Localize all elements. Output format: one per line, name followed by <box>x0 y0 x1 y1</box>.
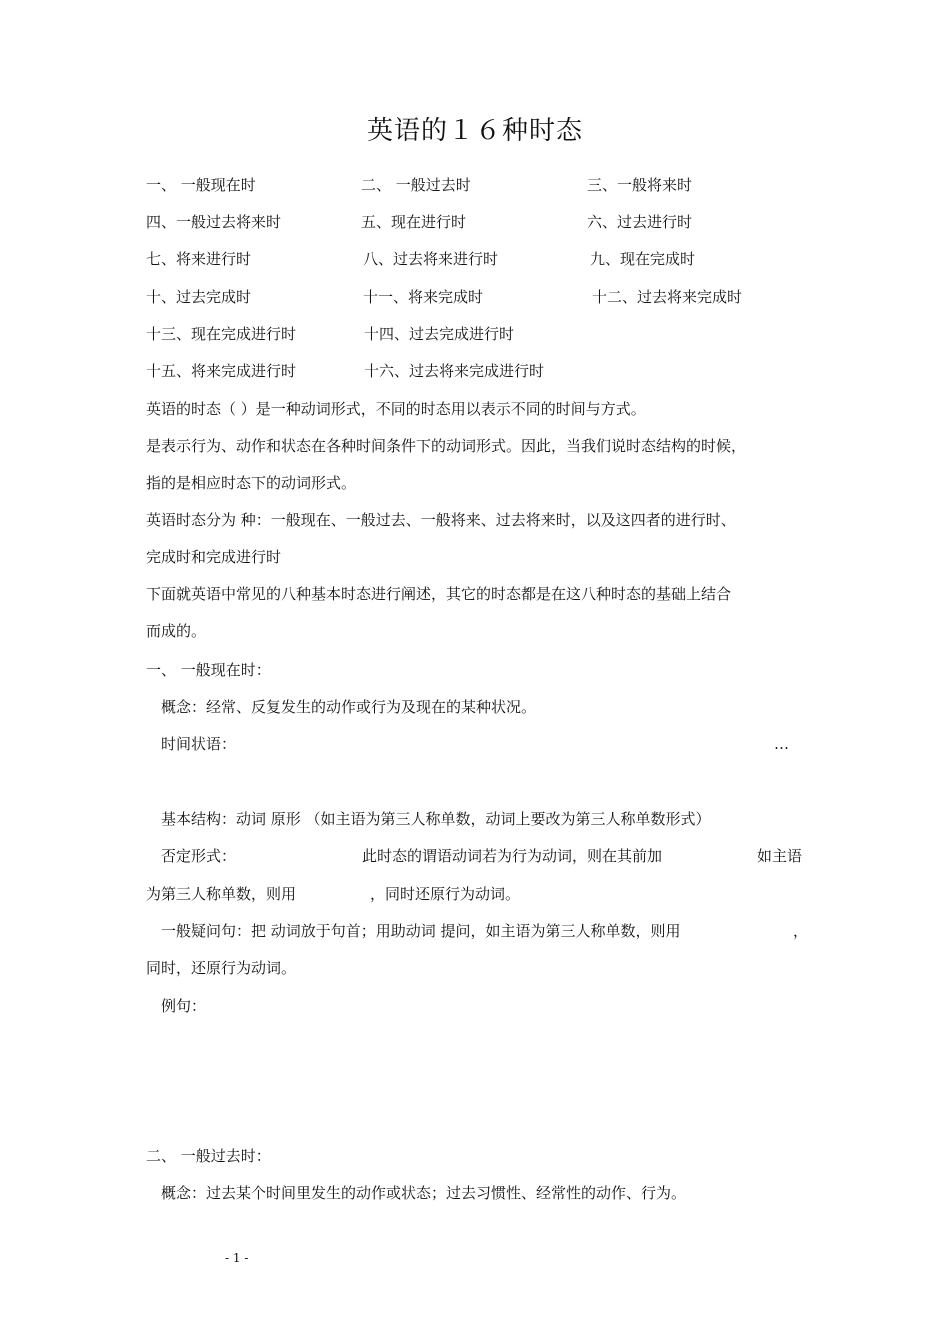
intro-paragraph: 是表示行为、动作和状态在各种时间条件下的动词形式。因此，当我们说时态结构的时候， <box>146 437 747 455</box>
tense-item: 十一、将来完成时 <box>363 288 484 306</box>
concept-text: 概念：过去某个时间里发生的动作或状态；过去习惯性、经常性的动作、行为。 <box>161 1184 687 1202</box>
negative-label: 否定形式： <box>161 847 237 865</box>
tense-item: 十三、现在完成进行时 <box>146 325 297 343</box>
tense-item: 十四、过去完成进行时 <box>364 325 515 343</box>
negative-text: 为第三人称单数，则用 <box>146 885 297 903</box>
negative-text: 如主语 <box>757 847 803 865</box>
intro-paragraph: 指的是相应时态下的动词形式。 <box>146 474 357 492</box>
negative-text: ，同时还原行为动词。 <box>370 885 521 903</box>
question-text: 一般疑问句：把 动词放于句首；用助动词 提问，如主语为第三人称单数，则用 <box>161 922 681 940</box>
tense-item: 五、现在进行时 <box>361 213 467 231</box>
tense-item: 十二、过去将来完成时 <box>592 288 743 306</box>
section-heading: 一、 一般现在时： <box>146 661 271 679</box>
tense-item: 三、一般将来时 <box>587 176 693 194</box>
tense-item: 二、 一般过去时 <box>361 176 471 194</box>
ellipsis: … <box>774 735 789 753</box>
tense-item: 四、一般过去将来时 <box>146 213 282 231</box>
structure-text: 基本结构：动词 原形 （如主语为第三人称单数，动词上要改为第三人称单数形式） <box>161 810 711 828</box>
time-adverbial-label: 时间状语： <box>161 735 237 753</box>
tense-item: 八、过去将来进行时 <box>363 250 499 268</box>
section-heading: 二、 一般过去时： <box>146 1147 271 1165</box>
intro-paragraph: 而成的。 <box>146 622 207 640</box>
intro-paragraph: 英语的时态（ ）是一种动词形式，不同的时态用以表示不同的时间与方式。 <box>146 400 646 418</box>
tense-item: 一、 一般现在时 <box>146 176 256 194</box>
example-label: 例句： <box>161 997 207 1015</box>
page-number: - 1 - <box>225 1251 249 1265</box>
tense-item: 十五、将来完成进行时 <box>146 362 297 380</box>
tense-item: 十六、过去将来完成进行时 <box>364 362 545 380</box>
tense-item: 六、过去进行时 <box>587 213 693 231</box>
question-text: 同时，还原行为动词。 <box>146 959 297 977</box>
page-title: 英语的１６种时态 <box>366 116 583 146</box>
concept-text: 概念：经常、反复发生的动作或行为及现在的某种状况。 <box>161 698 537 716</box>
intro-paragraph: 英语时态分为 种：一般现在、一般过去、一般将来、过去将来时，以及这四者的进行时、 <box>146 511 736 529</box>
intro-paragraph: 下面就英语中常见的八种基本时态进行阐述，其它的时态都是在这八种时态的基础上结合 <box>146 585 732 603</box>
negative-text: 此时态的谓语动词若为行为动词，则在其前加 <box>362 847 663 865</box>
tense-item: 七、将来进行时 <box>146 250 252 268</box>
tense-item: 九、现在完成时 <box>590 250 696 268</box>
tense-item: 十、过去完成时 <box>146 288 252 306</box>
question-text: ， <box>793 922 809 940</box>
intro-paragraph: 完成时和完成进行时 <box>146 548 282 566</box>
